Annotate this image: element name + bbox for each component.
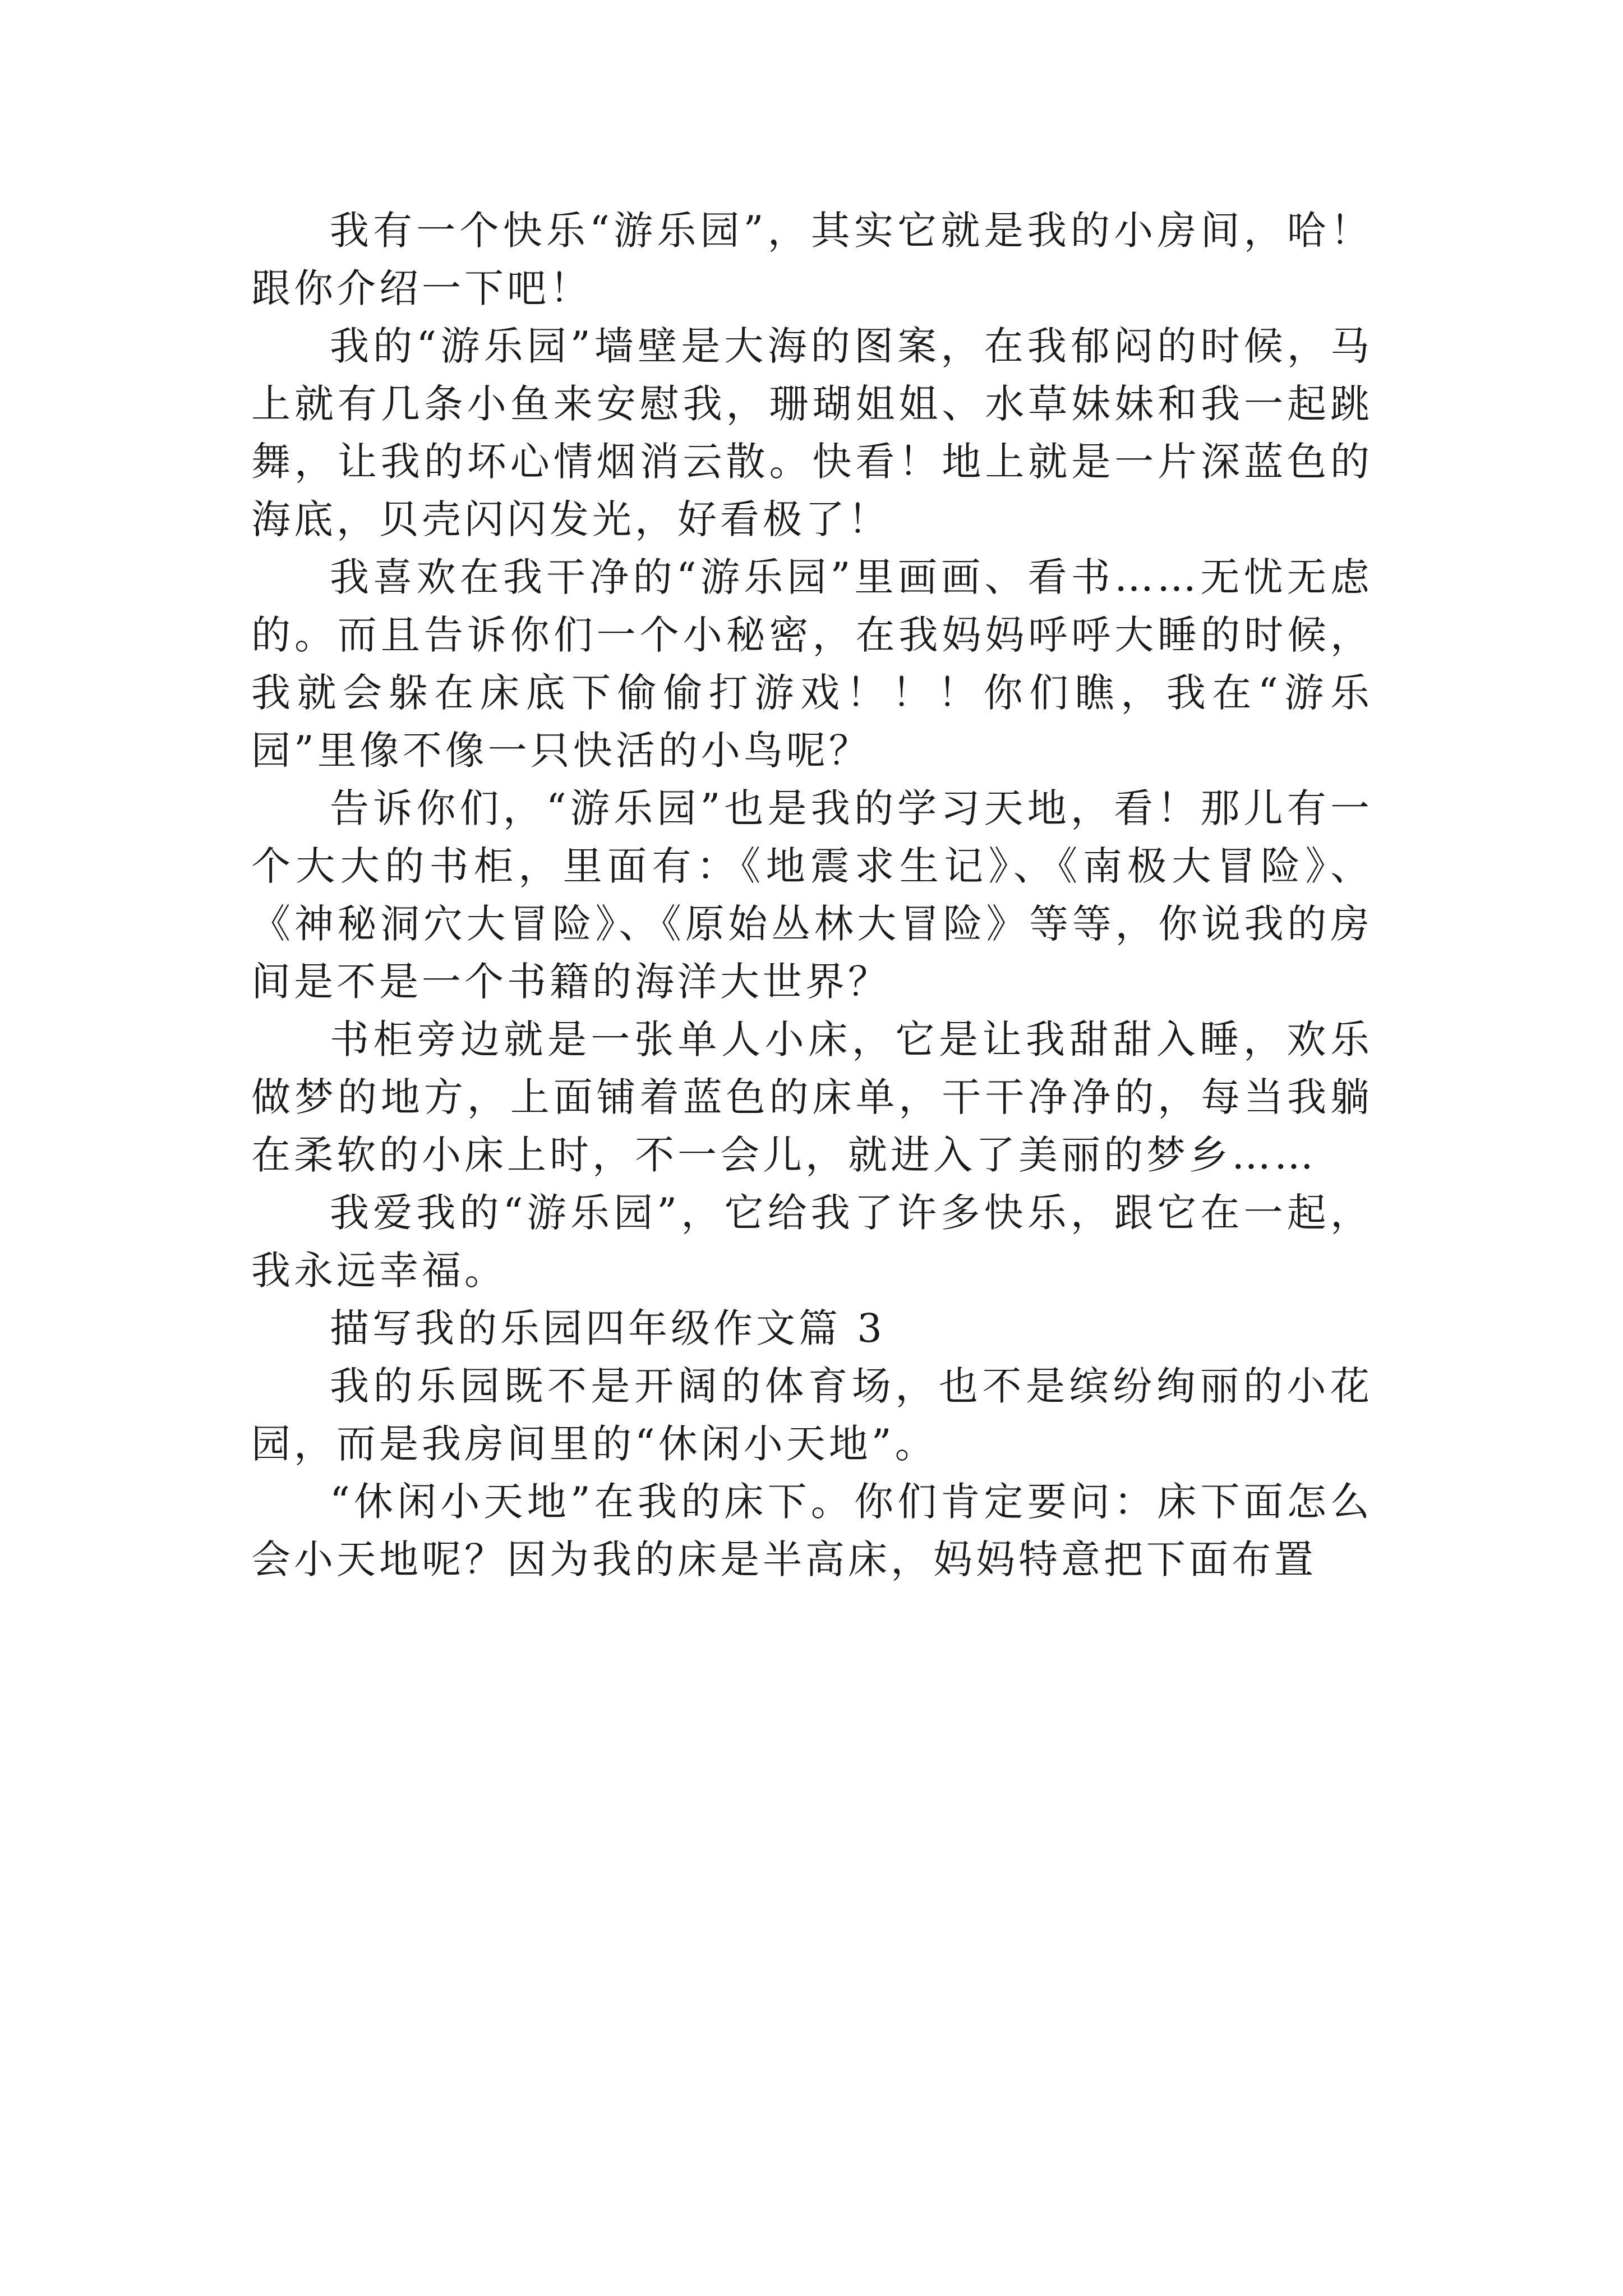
paragraph: 我爱我的“游乐园”，它给我了许多快乐，跟它在一起，我永远幸福。: [251, 1190, 1373, 1294]
paragraph: 我有一个快乐“游乐园”，其实它就是我的小房间，哈！跟你介绍一下吧！: [251, 208, 1373, 311]
paragraph: 告诉你们，“游乐园”也是我的学习天地，看！那儿有一个大大的书柜，里面有：《地震求生记》、《南极大冒险》、《神秘洞穴大冒险》、《原始丛林大冒险》等等，你说我的房间是不是一个书籍的海洋大世界？: [251, 785, 1373, 1005]
document-body: [251, 202, 1373, 1589]
paragraph: 我喜欢在我干净的“游乐园”里画画、看书……无忧无虑的。而且告诉你们一个小秘密，在我妈妈呼呼大睡的时候，我就会躲在床底下偷偷打游戏！！！你们瞧，我在“游乐园”里像不像一只快活的小鸟呢？: [251, 554, 1373, 774]
paragraph: 我的“游乐园”墙壁是大海的图案，在我郁闷的时候，马上就有几条小鱼来安慰我，珊瑚姐姐、水草妹妹和我一起跳舞，让我的坏心情烟消云散。快看！地上就是一片深蓝色的海底，贝壳闪闪发光，好看极了！: [251, 323, 1373, 542]
paragraph: 我的乐园既不是开阔的体育场，也不是缤纷绚丽的小花园，而是我房间里的“休闲小天地”。: [251, 1363, 1373, 1467]
section-heading: 描写我的乐园四年级作文篇 3: [330, 1305, 886, 1351]
paragraph: 书柜旁边就是一张单人小床，它是让我甜甜入睡，欢乐做梦的地方，上面铺着蓝色的床单，干干净净的，每当我躺在柔软的小床上时，不一会儿，就进入了美丽的梦乡……: [251, 1016, 1373, 1178]
paragraph: “休闲小天地”在我的床下。你们肯定要问：床下面怎么会小天地呢？因为我的床是半高床，妈妈特意把下面布置: [251, 1479, 1373, 1582]
